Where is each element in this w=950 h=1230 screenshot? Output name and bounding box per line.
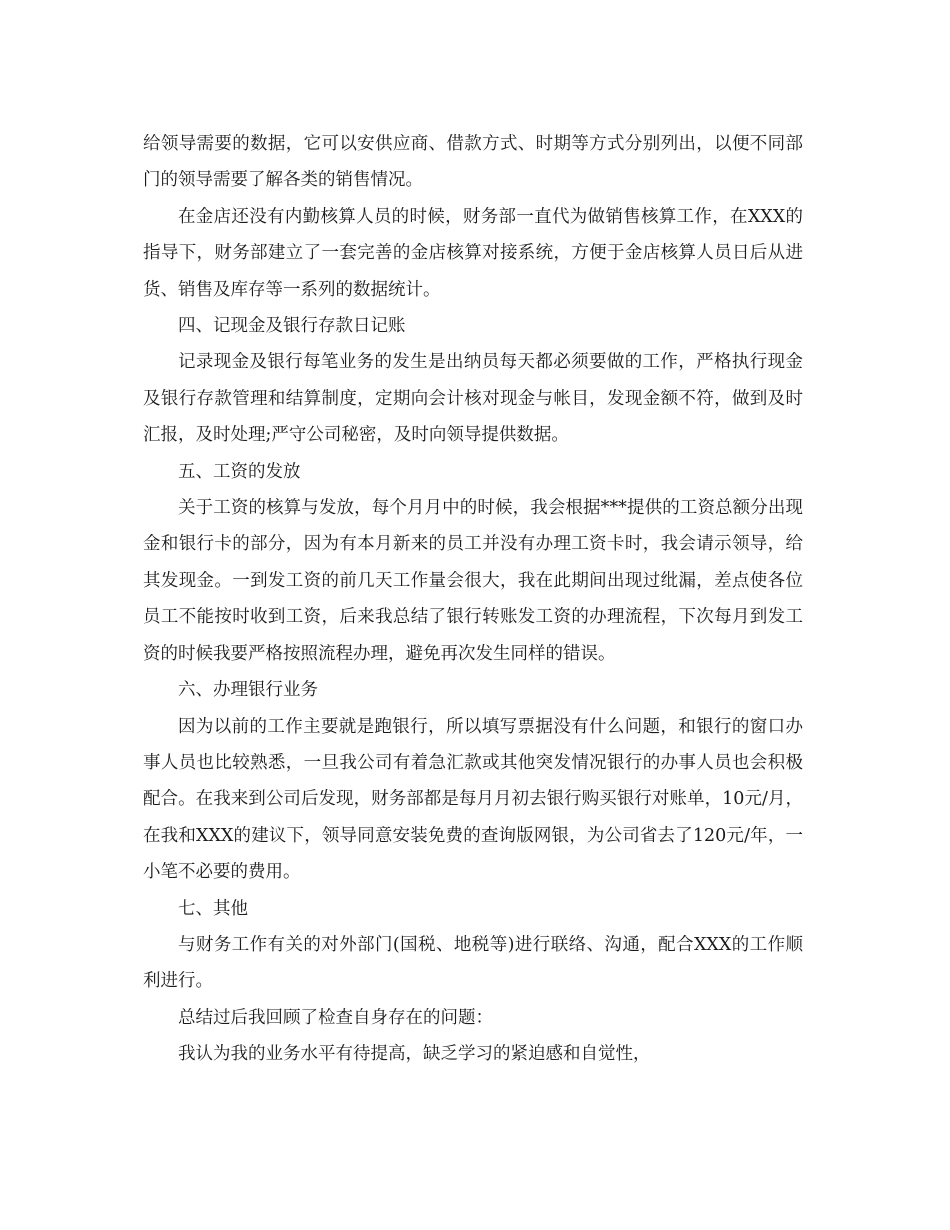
paragraph-cash-journal: 记录现金及银行每笔业务的发生是出纳员每天都必须要做的工作，严格执行现金及银行存款管理和结算制度，定期向会计核对现金与帐目，发现金额不符，做到及时汇报，及时处理;严守公司秘密，及时向领导提供数据。 xyxy=(143,352,803,446)
paragraph-sales-accounting: 在金店还没有内勤核算人员的时候，财务部一直代为做销售核算工作，在XXX的指导下，财务部建立了一套完善的金店核算对接系统，方便于金店核算人员日后从进货、销售及库存等一系列的数据统计。 xyxy=(143,206,803,300)
section-heading-other: 七、其他 xyxy=(178,898,248,919)
section-heading-cash-journal: 四、记现金及银行存款日记账 xyxy=(178,316,406,337)
section-heading-banking: 六、办理银行业务 xyxy=(178,680,318,701)
paragraph-self-assessment: 我认为我的业务水平有待提高，缺乏学习的紧迫感和自觉性， xyxy=(178,1044,651,1065)
paragraph-continuation: 给领导需要的数据，它可以安供应商、借款方式、时期等方式分别列出，以便不同部门的领导需要了解各类的销售情况。 xyxy=(143,134,803,191)
section-heading-salary: 五、工资的发放 xyxy=(178,461,301,482)
document-body xyxy=(143,126,803,1073)
paragraph-banking: 因为以前的工作主要就是跑银行，所以填写票据没有什么问题，和银行的窗口办事人员也比较熟悉，一旦我公司有着急汇款或其他突发情况银行的办事人员也会积极配合。在我来到公司后发现，财务部都是每月月初去银行购买银行对账单，10元/月，在我和XXX的建议下，领导同意安装免费的查询版网银，为公司省去了120元/年，一小笔不必要的费用。 xyxy=(143,716,803,883)
paragraph-review: 总结过后我回顾了检查自身存在的问题： xyxy=(178,1007,493,1028)
paragraph-other: 与财务工作有关的对外部门(国税、地税等)进行联络、沟通，配合XXX的工作顺利进行。 xyxy=(143,934,803,992)
paragraph-salary: 关于工资的核算与发放，每个月月中的时候，我会根据***提供的工资总额分出现金和银行卡的部分，因为有本月新来的员工并没有办理工资卡时，我会请示领导，给其发现金。一到发工资的前几天工作量会很大，我在此期间出现过纰漏，差点使各位员工不能按时收到工资，后来我总结了银行转账发工资的办理流程，下次每月到发工资的时候我要严格按照流程办理，避免再次发生同样的错误。 xyxy=(143,498,803,664)
